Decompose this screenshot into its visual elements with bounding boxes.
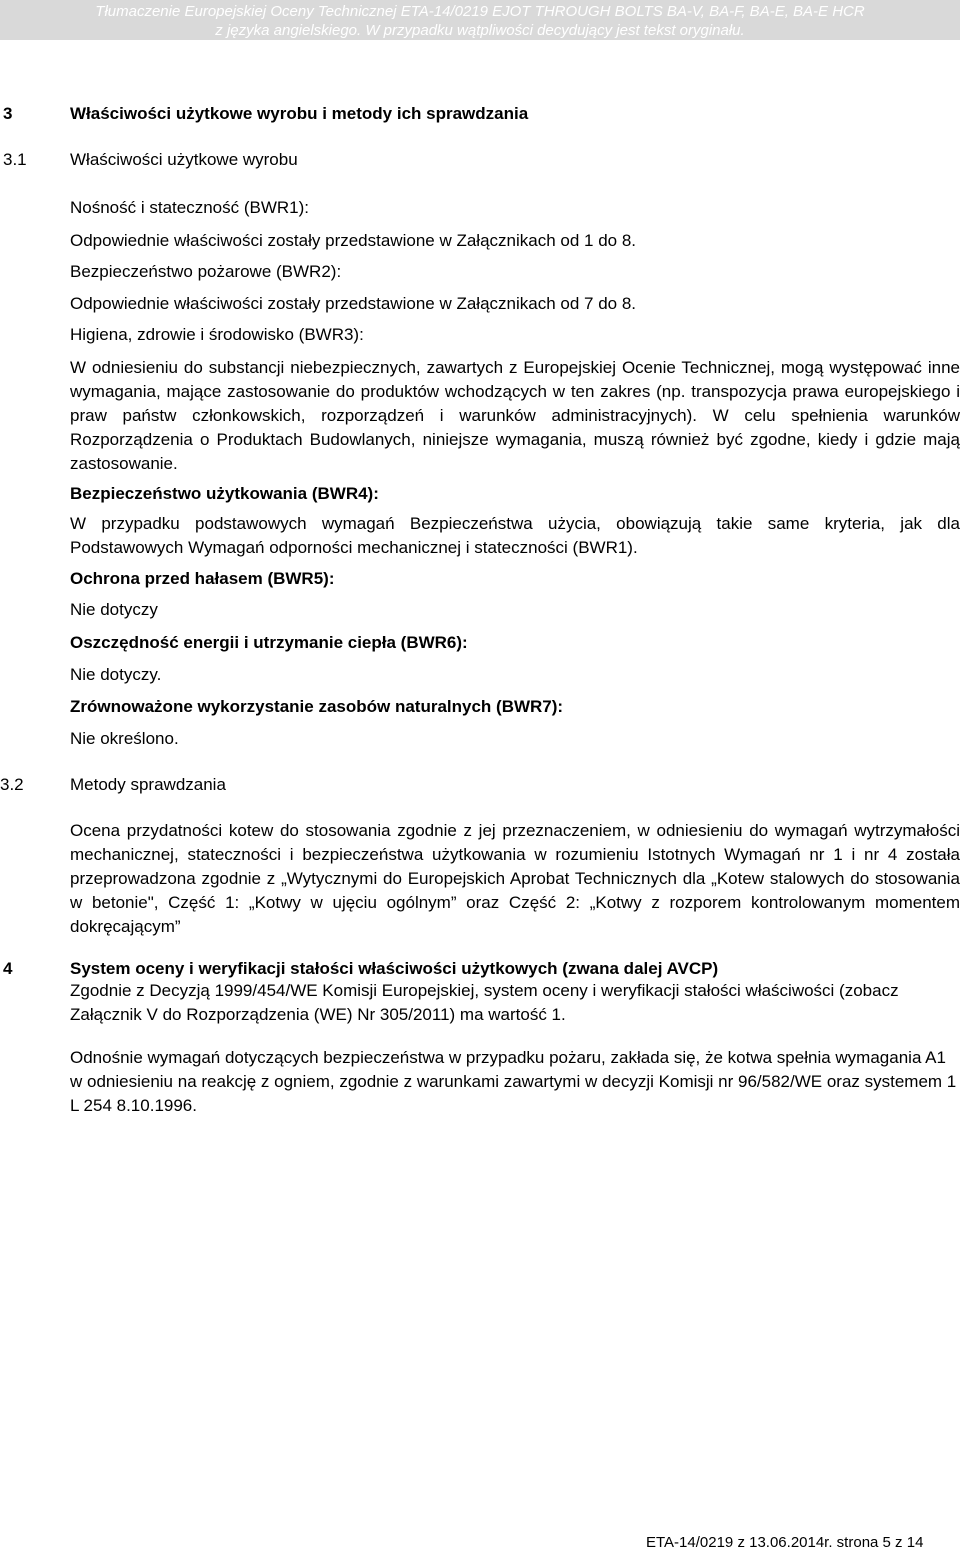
bwr2-text: Odpowiednie właściwości zostały przedstawione w Załącznikach od 7 do 8.: [70, 294, 637, 313]
section-3-2-number: 3.2: [0, 775, 24, 794]
section-4-title: System oceny i weryfikacji stałości właściwości użytkowych (zwana dalej AVCP): [70, 959, 719, 978]
bwr7-text: Nie określono.: [70, 729, 179, 748]
header-line-1: Tłumaczenie Europejskiej Oceny Technicznej ETA-14/0219 EJOT THROUGH BOLTS BA-V, BA-F, BA-E, BA-E HCR: [95, 3, 865, 20]
section-3-2-title: Metody sprawdzania: [70, 775, 226, 794]
bwr4-text: W przypadku podstawowych wymagań Bezpieczeństwa użycia, obowiązują takie same kryteria, jak dla Podstawowych Wymagań odporności mechanicznej i stateczności (BWR1).: [70, 514, 960, 557]
bwr5-heading: Ochrona przed hałasem (BWR5):: [70, 569, 335, 588]
translation-header: [0, 0, 960, 40]
section-4-text-2: Odnośnie wymagań dotyczących bezpieczeństwa w przypadku pożaru, zakłada się, że kotwa spełnia wymagania A1 w odniesieniu na reakcję z ogniem, zgodnie z warunkami zawartymi w decyzji Komisji nr 96/582/WE oraz systemem 1 L 254 8.10.1996.: [70, 1048, 957, 1115]
bwr1-text: Odpowiednie właściwości zostały przedstawione w Załącznikach od 1 do 8.: [70, 231, 637, 250]
bwr3-text: W odniesieniu do substancji niebezpiecznych, zawartych z Europejskiej Ocenie Technicznej, mogą występować inne wymagania, mające zastosowanie do produktów wchodzących w ten zakres (np. transpozycja prawa europejskiego i praw państw członkowskich, rozporządzeń i warunków administracyjnych). W celu spełnienia warunków Rozporządzenia o Produktach Budowlanych, niniejsze wymagania, muszą również być zgodne, kiedy i gdzie mają zastosowanie.: [70, 358, 960, 473]
header-line-2: z języka angielskiego. W przypadku wątpliwości decydujący jest tekst oryginału.: [215, 22, 745, 39]
section-4-text-1: Zgodnie z Decyzją 1999/454/WE Komisji Europejskiej, system oceny i weryfikacji stałości właściwości (zobacz Załącznik V do Rozporządzenia (WE) Nr 305/2011) ma wartość 1.: [70, 981, 899, 1024]
bwr1-heading: Nośność i stateczność (BWR1):: [70, 198, 310, 217]
bwr7-heading: Zrównoważone wykorzystanie zasobów naturalnych (BWR7):: [70, 697, 564, 716]
section-3-1-title: Właściwości użytkowe wyrobu: [70, 150, 298, 169]
section-3-number: 3: [3, 104, 13, 123]
bwr2-heading: Bezpieczeństwo pożarowe (BWR2):: [70, 262, 342, 281]
section-4-number: 4: [3, 959, 13, 978]
bwr6-heading: Oszczędność energii i utrzymanie ciepła (BWR6):: [70, 633, 468, 652]
section-3-2-text: Ocena przydatności kotew do stosowania zgodnie z jej przeznaczeniem, w odniesieniu do wymagań wytrzymałości mechanicznej, stateczności i bezpieczeństwa użytkowania w rozumieniu Istotnych Wymagań nr 1 i nr 4 została przeprowadzona zgodnie z „Wytycznymi do Europejskich Aprobat Technicznych dla „Kotew stalowych do stosowania w betonie", Część 1: „Kotwy w ujęciu ogólnym” oraz Część 2: „Kotwy z rozporem kontrolowanym momentem dokręcającym”: [70, 821, 960, 936]
bwr6-text: Nie dotyczy.: [70, 665, 162, 684]
page-footer: ETA-14/0219 z 13.06.2014r. strona 5 z 14: [646, 1534, 924, 1551]
bwr4-heading: Bezpieczeństwo użytkowania (BWR4):: [70, 484, 379, 503]
section-3-title: Właściwości użytkowe wyrobu i metody ich sprawdzania: [70, 104, 529, 123]
bwr5-text: Nie dotyczy: [70, 600, 158, 619]
bwr3-heading: Higiena, zdrowie i środowisko (BWR3):: [70, 325, 364, 344]
section-3-1-number: 3.1: [3, 150, 27, 169]
